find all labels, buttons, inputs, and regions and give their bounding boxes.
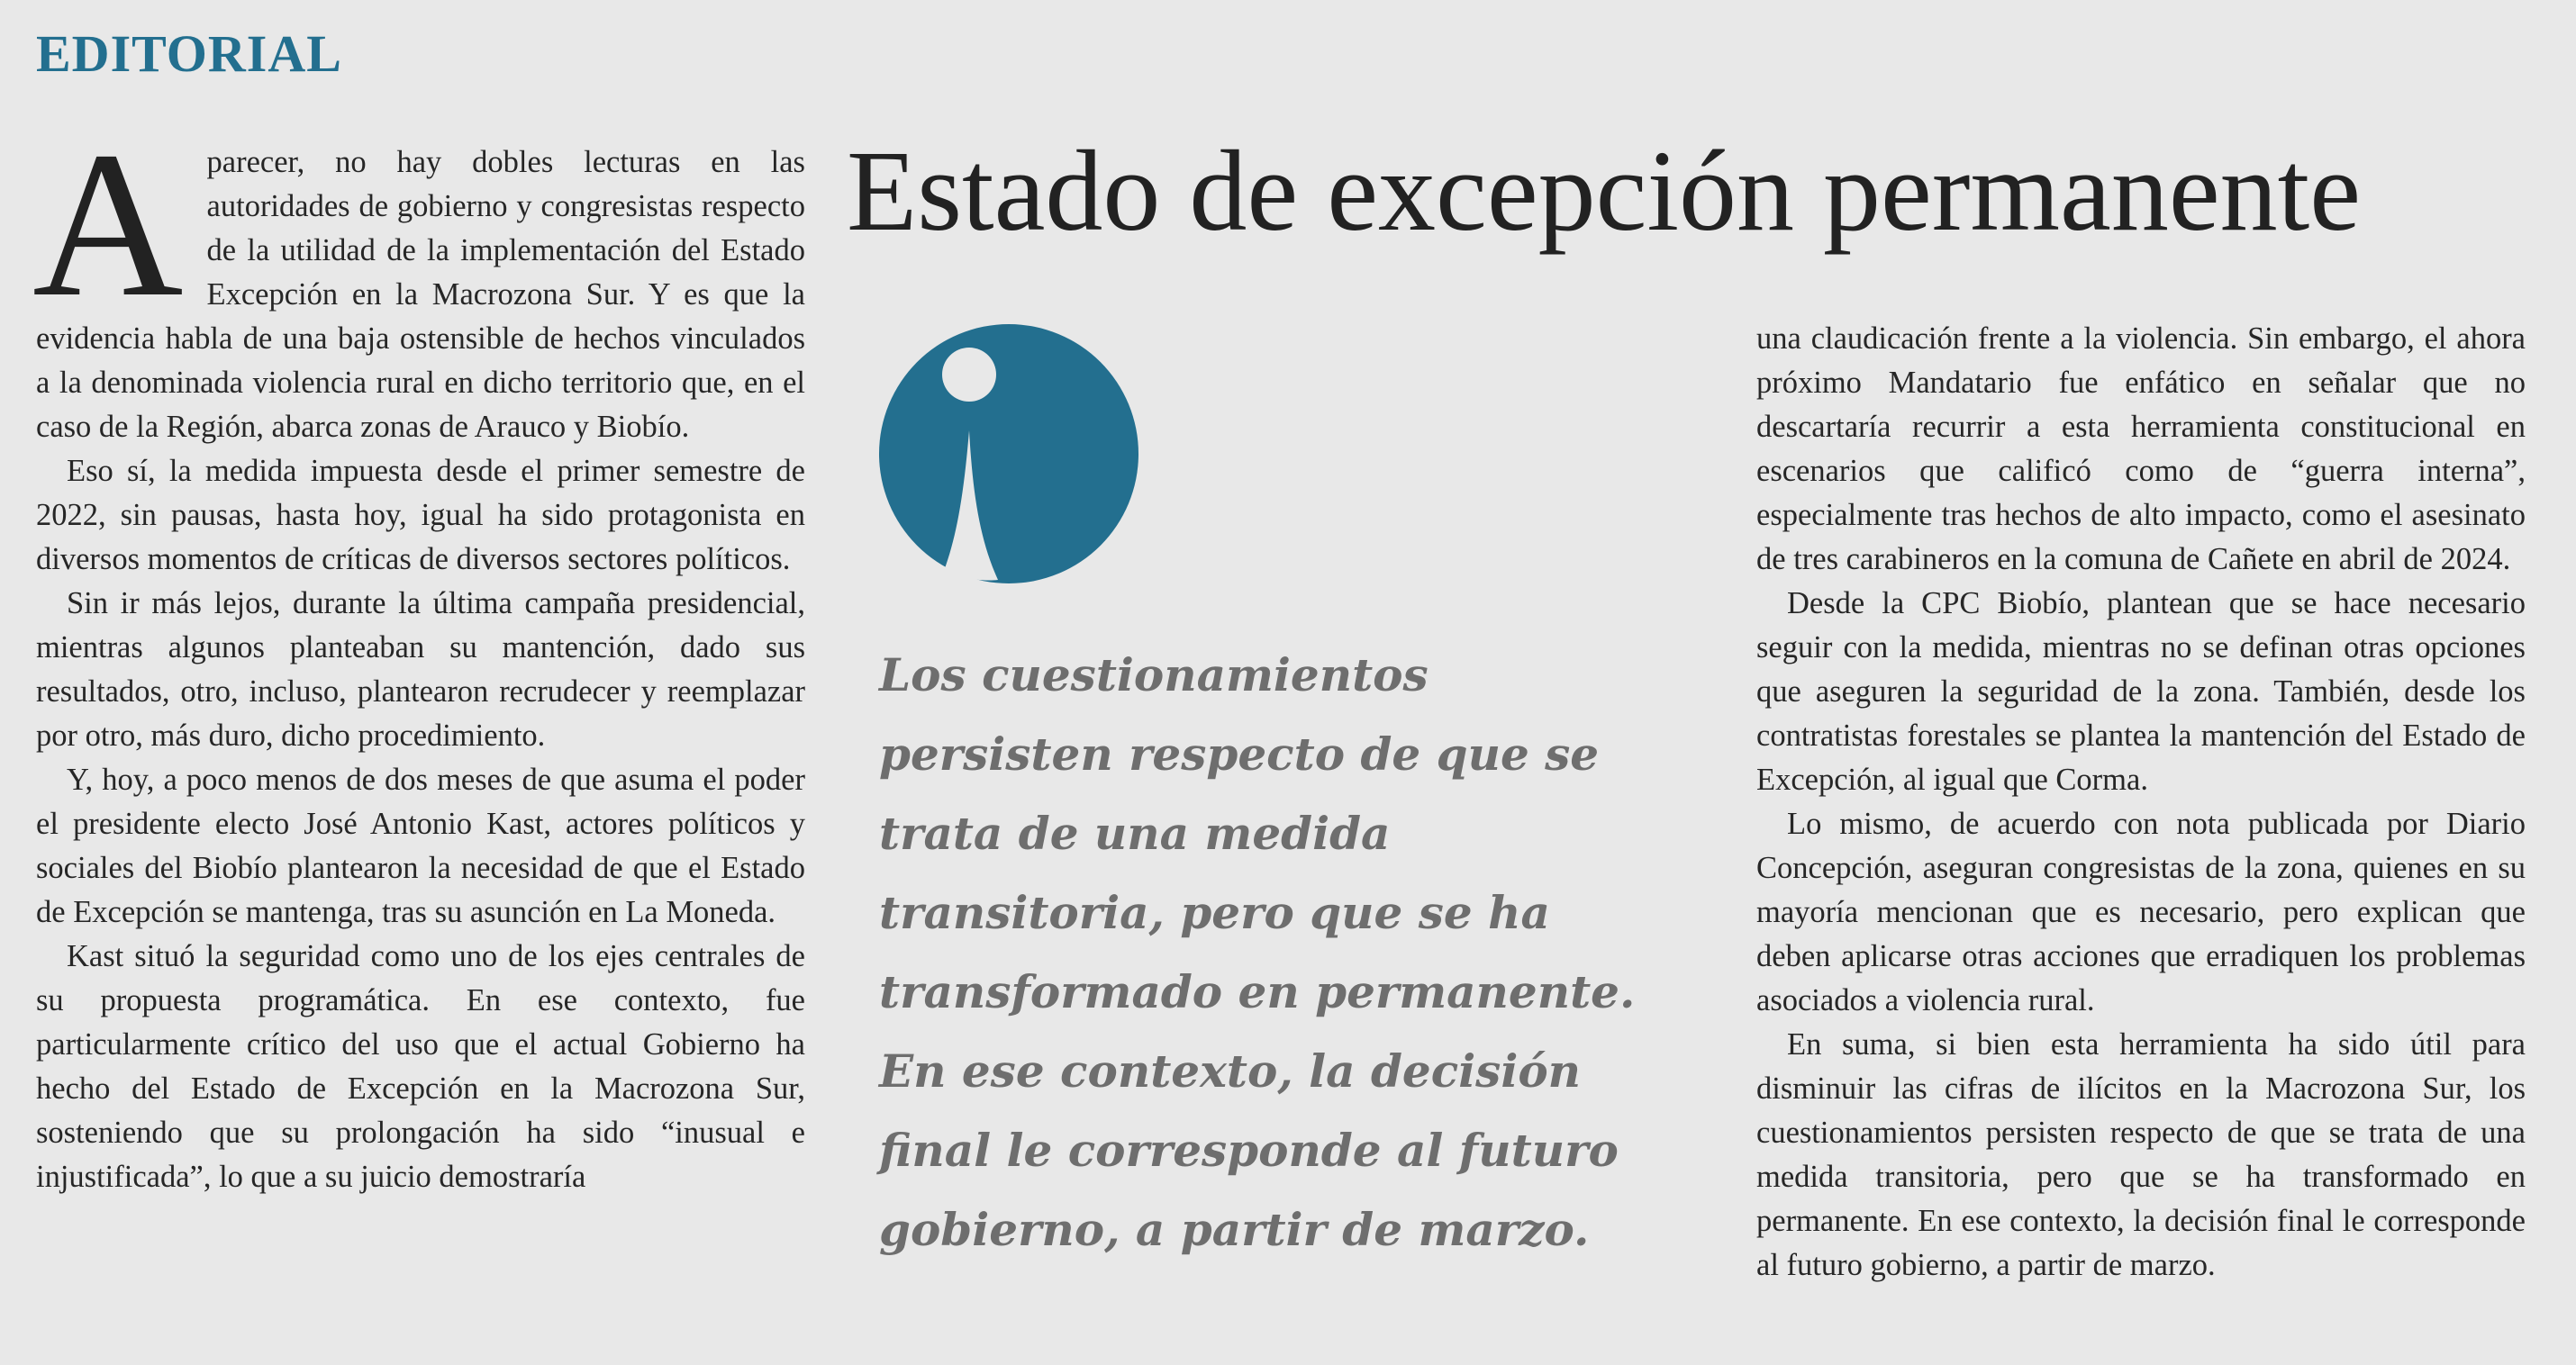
paragraph: Lo mismo, de acuerdo con nota publicada por Diario Concepción, aseguran congresistas de la zona, quienes en su mayoría mencionan que es necesario, pero explican que deben aplicarse otras acciones que erradiquen los problemas asociados a violencia rural. bbox=[1756, 807, 2526, 1017]
info-i-icon bbox=[879, 324, 1138, 583]
lead-paragraph bbox=[32, 109, 805, 449]
pull-quote: Los cuestionamientos persisten respecto de que se trata de una medida transitoria, pero que se ha transformado en permanente. En ese contexto, la decisión final le corresponde al futuro gobierno, a partir de marzo. bbox=[879, 648, 1636, 1256]
headline: Estado de excepción permanente bbox=[847, 127, 2361, 255]
paragraph: Y, hoy, a poco menos de dos meses de que asuma el poder el presidente electo José Antonio Kast, actores políticos y sociales del Biobío plantearon la necesidad de que el Estado de Excepción se mantenga, tras su asunción en La Moneda. bbox=[36, 763, 805, 929]
paragraph: Sin ir más lejos, durante la última campaña presidencial, mientras algunos planteaban su mantención, dado sus resultados, otro, incluso, plantearon recrudecer y reemplazar por otro, más duro, dicho procedimiento. bbox=[36, 586, 805, 753]
left-column bbox=[32, 109, 805, 1199]
drop-cap: A bbox=[32, 109, 184, 340]
paragraph-text: parecer, no hay dobles lecturas en las autoridades de gobierno y congresistas respecto de la utilidad de la implementación del Estado Excepción en la Macrozona Sur. Y es que la evidencia habla de una baja ostensible de hechos vinculados a la denominada violencia rural en dicho territorio que, en el caso de la Región, abarca zonas de Arauco y Biobío. bbox=[36, 145, 805, 444]
section-label: EDITORIAL bbox=[36, 24, 342, 83]
paragraph: Desde la CPC Biobío, plantean que se hace necesario seguir con la medida, mientras no se definan otras opciones que aseguren la seguridad de la zona. También, desde los contratistas forestales se plantea la mantención del Estado de Excepción, al igual que Corma. bbox=[1756, 586, 2526, 797]
paragraph: Kast situó la seguridad como uno de los ejes centrales de su propuesta programática. En ese contexto, fue particularmente crítico del uso que el actual Gobierno ha hecho del Estado de Excepción en la Macrozona Sur, sosteniendo que su prolongación ha sido “inusual e injustificada”, lo que a su juicio demostraría bbox=[36, 939, 805, 1194]
right-column bbox=[1756, 317, 2526, 1288]
paragraph: Eso sí, la medida impuesta desde el primer semestre de 2022, sin pausas, hasta hoy, igual ha sido protagonista en diversos momentos de críticas de diversos sectores políticos. bbox=[36, 454, 805, 576]
paragraph: En suma, si bien esta herramienta ha sido útil para disminuir las cifras de ilícitos en la Macrozona Sur, los cuestionamientos persisten respecto de que se trata de una medida transitoria, pero que se ha transformado en permanente. En ese contexto, la decisión final le corresponde al futuro gobierno, a partir de marzo. bbox=[1756, 1027, 2526, 1282]
paragraph: una claudicación frente a la violencia. Sin embargo, el ahora próximo Mandatario fue enfático en señalar que no descartaría recurrir a esta herramienta constitucional en escenarios que calificó como de “guerra interna”, especialmente tras hechos de alto impacto, como el asesinato de tres carabineros en la comuna de Cañete en abril de 2024. bbox=[1756, 321, 2526, 576]
